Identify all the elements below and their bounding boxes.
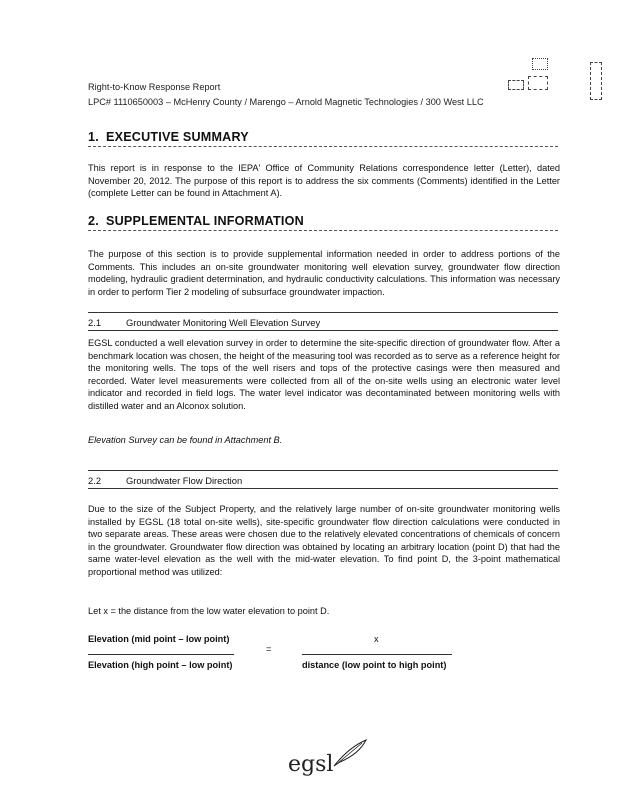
- section-2-2-bottom-rule: [88, 488, 558, 489]
- section-2-1-note: Elevation Survey can be found in Attachment B.: [88, 435, 283, 445]
- section-2-2-paragraph: Due to the size of the Subject Property, and the relatively large number of on-site groundwater monitoring wells installed by EGSL (18 total on-site wells), site-specific groundwater flow direction calculations were conducted in two separate areas. These areas were chosen due to the relatively elevated concentrations of chemicals of concern in the groundwater. Groundwater flow direction was obtained by locating an arbitrary location (point D) that had the same water-level elevation as the well with the mid-water elevation. To find point D, the 3-point mathematical proportional method was utilized:: [88, 504, 560, 577]
- section-2-1-heading: [88, 317, 320, 328]
- let-x-definition: Let x = the distance from the low water elevation to point D.: [88, 606, 330, 616]
- section-2-rule: [88, 230, 558, 231]
- scan-mark-box-left: [508, 80, 524, 90]
- section-2-heading: [88, 214, 304, 228]
- section-1-paragraph: This report is in response to the IEPA' Office of Community Relations correspondence letter (Letter), dated November 20, 2012. The purpose of this report is to address the six comments (Comments) identified in the Letter (complete Letter can be found in Attachment A).: [88, 163, 560, 199]
- section-2-paragraph: The purpose of this section is to provide supplemental information needed in order to address portions of the Comments. This includes an on-site groundwater monitoring well elevation survey, groundwater flow direction modeling, hydraulic gradient determination, and hydraulic conductivity calculations. This information was necessary in order to perform Tier 2 modeling of subsurface groundwater impaction.: [88, 249, 560, 297]
- section-1-number: 1.: [88, 130, 99, 144]
- egsl-logo: [288, 752, 333, 777]
- section-2-number: 2.: [88, 214, 99, 228]
- scan-mark-box-right: [590, 62, 602, 100]
- numerator-right: x: [374, 634, 379, 644]
- section-1-rule: [88, 146, 558, 147]
- section-2-1-bottom-rule: [88, 330, 558, 331]
- numerator-left: Elevation (mid point – low point): [88, 634, 230, 644]
- fraction-bar-right: [302, 654, 452, 655]
- report-title: Right-to-Know Response Report: [88, 82, 221, 92]
- section-2-1-number: 2.1: [88, 317, 102, 328]
- section-2-1-title: Groundwater Monitoring Well Elevation Survey: [126, 317, 321, 328]
- section-2-1-top-rule: [88, 312, 558, 313]
- quill-icon: [332, 738, 368, 768]
- denominator-right: distance (low point to high point): [302, 660, 447, 670]
- section-2-2-top-rule: [88, 470, 558, 471]
- fraction-bar-left: [88, 654, 234, 655]
- section-2-2-number: 2.2: [88, 475, 102, 486]
- section-2-title: SUPPLEMENTAL INFORMATION: [106, 214, 304, 228]
- equals-sign: =: [266, 644, 272, 654]
- scan-mark-box-mid: [528, 76, 548, 90]
- section-2-2-title: Groundwater Flow Direction: [126, 475, 243, 486]
- lpc-line: LPC# 1110650003 – McHenry County / Marengo – Arnold Magnetic Technologies / 300 West LLC: [88, 97, 484, 107]
- section-2-1-paragraph: EGSL conducted a well elevation survey in order to determine the site-specific direction of groundwater flow. After a benchmark location was chosen, the height of the measuring tool was recorded as to serve as a reference height for the monitoring wells. The tops of the well risers and tops of the protective casings were then measured and recorded. Water level measurements were collected from all of the on-site wells using an electronic water level indicator and recorded in field logs. The water level indicator was decontaminated between monitoring wells with distilled water and an Alconox solution.: [88, 338, 560, 411]
- section-2-2-heading: [88, 475, 242, 486]
- denominator-left: Elevation (high point – low point): [88, 660, 233, 670]
- section-1-title: EXECUTIVE SUMMARY: [106, 130, 249, 144]
- scan-mark-box-top: [532, 58, 548, 70]
- egsl-logo-text: egsl: [288, 752, 334, 777]
- section-1-heading: [88, 130, 249, 144]
